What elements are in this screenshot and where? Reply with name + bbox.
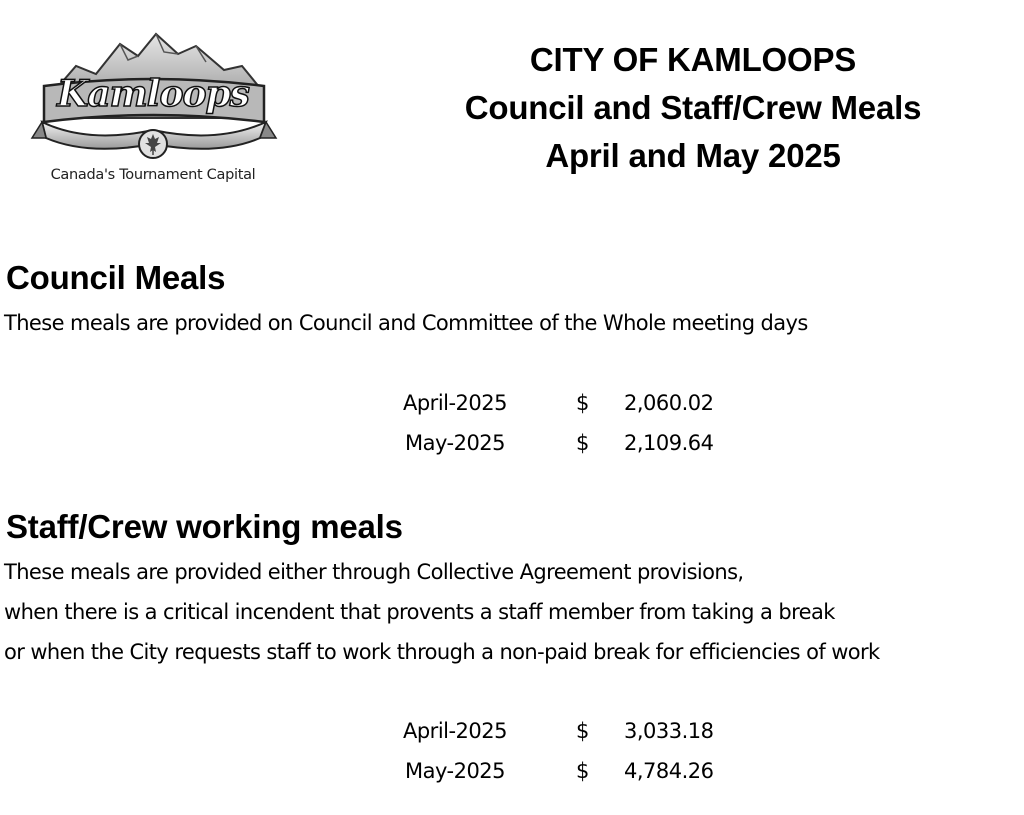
page-title [380,36,1006,180]
amount-row [380,751,740,791]
logo-wordmark: Kamloops [57,73,249,115]
currency-symbol: $ [576,759,589,783]
amount-month: April-2025 [402,391,508,415]
amount-value: 2,060.02 [624,391,714,415]
amount-row [380,383,740,423]
council-meals-description: These meals are provided on Council and Committee of the Whole meeting days [4,311,808,335]
amount-month: April-2025 [402,719,508,743]
amount-value: 4,784.26 [624,759,714,783]
title-line-1: CITY OF KAMLOOPS [529,41,857,78]
currency-symbol: $ [576,719,589,743]
staff-meals-amounts [380,711,740,791]
currency-symbol: $ [576,431,589,455]
description-line: when there is a critical incendent that provents a staff member from taking a break [4,600,835,624]
amount-row [380,711,740,751]
description-line: These meals are provided either through Collective Agreement provisions, [4,560,744,584]
council-meals-heading: Council Meals [6,259,226,296]
amount-row [380,423,740,463]
amount-value: 3,033.18 [624,719,714,743]
logo-tagline: Canada's Tournament Capital [50,167,256,183]
title-line-3: April and May 2025 [545,137,841,174]
description-line: or when the City requests staff to work through a non-paid break for efficiencies of work [4,640,880,664]
kamloops-logo [28,26,278,196]
staff-meals-description [4,552,880,672]
currency-symbol: $ [576,391,589,415]
amount-value: 2,109.64 [624,431,714,455]
amount-month: May-2025 [404,759,506,783]
council-meals-amounts [380,383,740,463]
amount-month: May-2025 [404,431,506,455]
title-line-2: Council and Staff/Crew Meals [464,89,922,126]
staff-meals-heading: Staff/Crew working meals [6,508,403,545]
